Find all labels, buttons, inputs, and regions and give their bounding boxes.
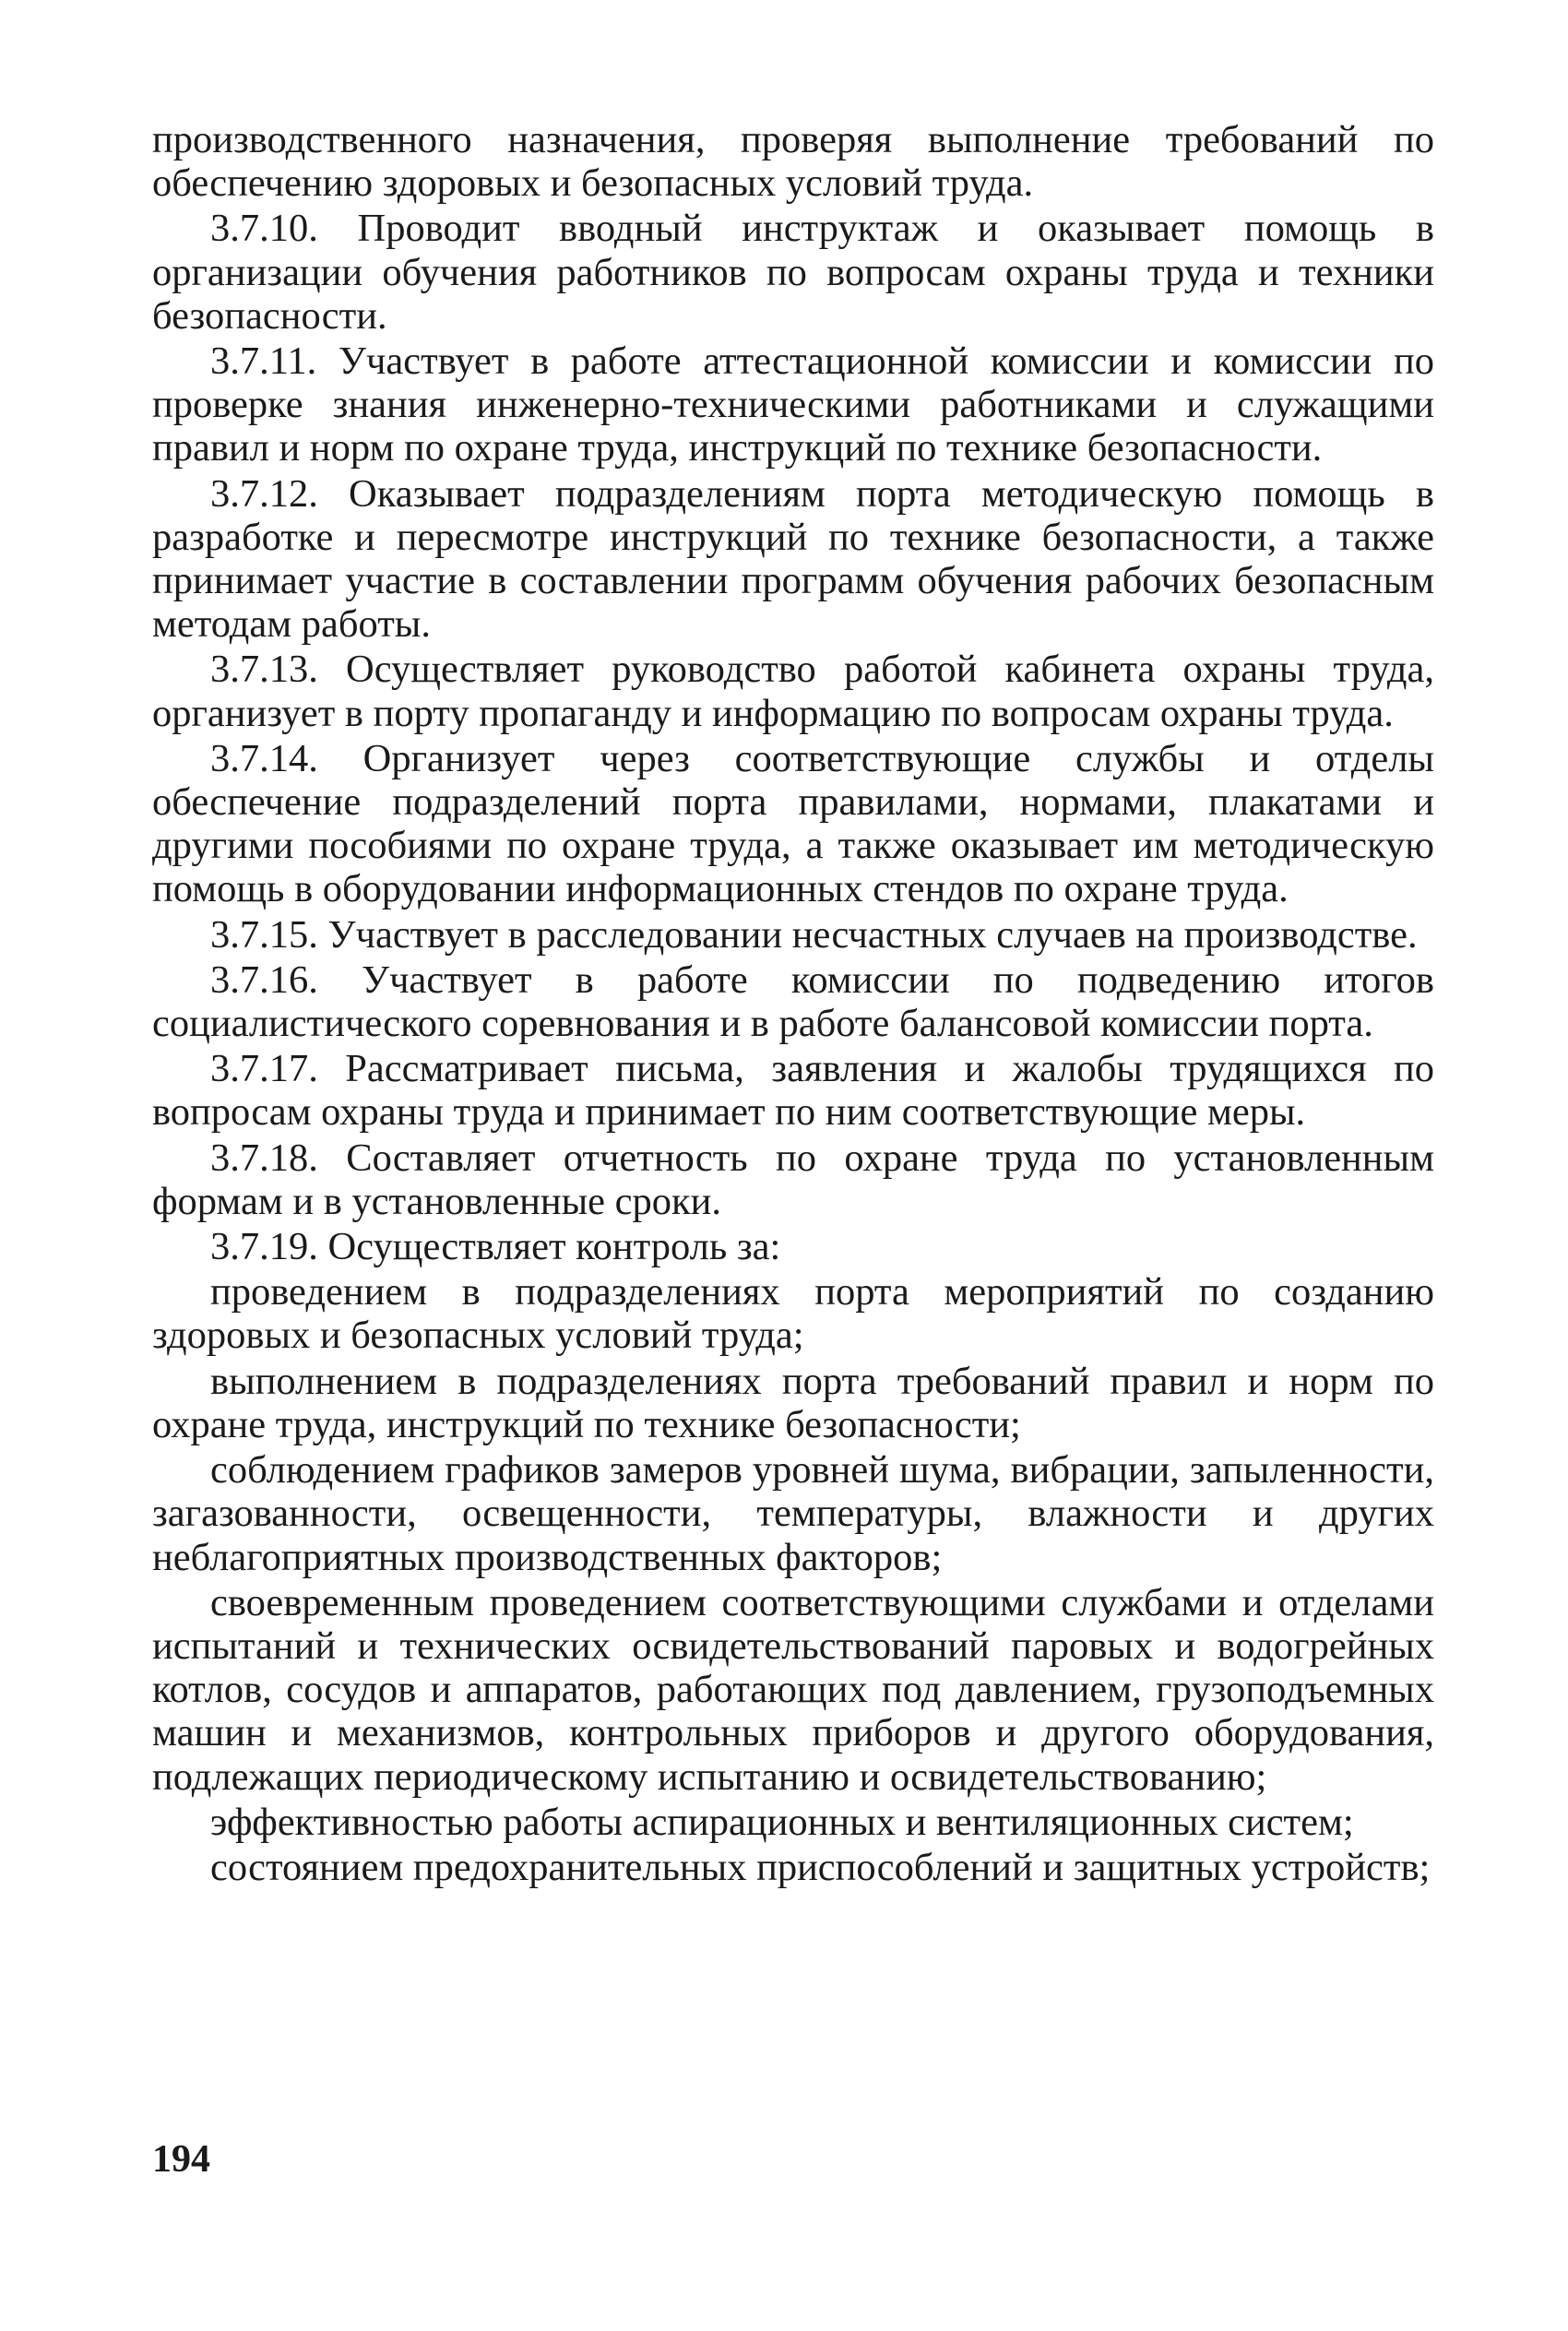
paragraph-3-7-17: 3.7.17. Рассматривает письма, заявления и жалобы трудящихся по вопросам охраны труда и принимает по ним соответствующие меры. xyxy=(152,1047,1434,1135)
list-item: своевременным проведением соответствующими службами и отделами испытаний и технических освидетельствований паровых и водогрейных котлов, сосудов и аппаратов, работающих под давлением, грузоподъемных машин и механизмов, контрольных приборов и другого оборудования, подлежащих периодическому испытанию и освидетельствованию; xyxy=(152,1580,1434,1799)
paragraph-3-7-15: 3.7.15. Участвует в расследовании несчастных случаев на производстве. xyxy=(210,912,1418,957)
paragraph-3-7-19: 3.7.19. Осуществляет контроль за: xyxy=(210,1225,781,1269)
paragraph-continuation: производственного назначения, проверяя выполнение требований по обеспечению здоровых и безопасных условий труда. xyxy=(152,118,1434,206)
paragraph-3-7-18: 3.7.18. Составляет отчетность по охране труда по установленным формам и в установленные сроки. xyxy=(152,1136,1434,1223)
paragraph-3-7-11: 3.7.11. Участвует в работе аттестационной комиссии и комиссии по проверке знания инженерно-техническими работниками и служащими правил и норм по охране труда, инструкций по технике безопасности. xyxy=(152,339,1434,470)
list-item: проведением в подразделениях порта мероприятий по созданию здоровых и безопасных условий труда; xyxy=(152,1270,1434,1358)
paragraph-3-7-10: 3.7.10. Проводит вводный инструктаж и оказывает помощь в организации обучения работников по вопросам охраны труда и техники безопасности. xyxy=(152,207,1434,338)
list-item: эффективностью работы аспирационных и вентиляционных систем; xyxy=(210,1800,1354,1844)
page-number: 194 xyxy=(152,2138,210,2181)
list-item: состоянием предохранительных приспособлений и защитных устройств; xyxy=(210,1845,1431,1889)
paragraph-3-7-12: 3.7.12. Оказывает подразделениям порта методическую помощь в разработке и пересмотре инструкций по технике безопасности, а также принимает участие в составлении программ обучения рабочих безопасным методам работы. xyxy=(152,471,1434,647)
list-item: соблюдением графиков замеров уровней шума, вибрации, запыленности, загазованности, освещенности, температуры, влажности и других неблагоприятных производственных факторов; xyxy=(152,1448,1434,1579)
document-body xyxy=(152,118,1434,1891)
paragraph-3-7-13: 3.7.13. Осуществляет руководство работой кабинета охраны труда, организует в порту пропаганду и информацию по вопросам охраны труда. xyxy=(152,648,1434,735)
paragraph-3-7-16: 3.7.16. Участвует в работе комиссии по подведению итогов социалистического соревнования и в работе балансовой комиссии порта. xyxy=(152,957,1434,1046)
list-item: выполнением в подразделениях порта требований правил и норм по охране труда, инструкций по технике безопасности; xyxy=(152,1359,1434,1446)
paragraph-3-7-14: 3.7.14. Организует через соответствующие службы и отделы обеспечение подразделений порта правилами, нормами, плакатами и другими пособиями по охране труда, а также оказывает им методическую помощь в оборудовании информационных стендов по охране труда. xyxy=(152,736,1434,911)
